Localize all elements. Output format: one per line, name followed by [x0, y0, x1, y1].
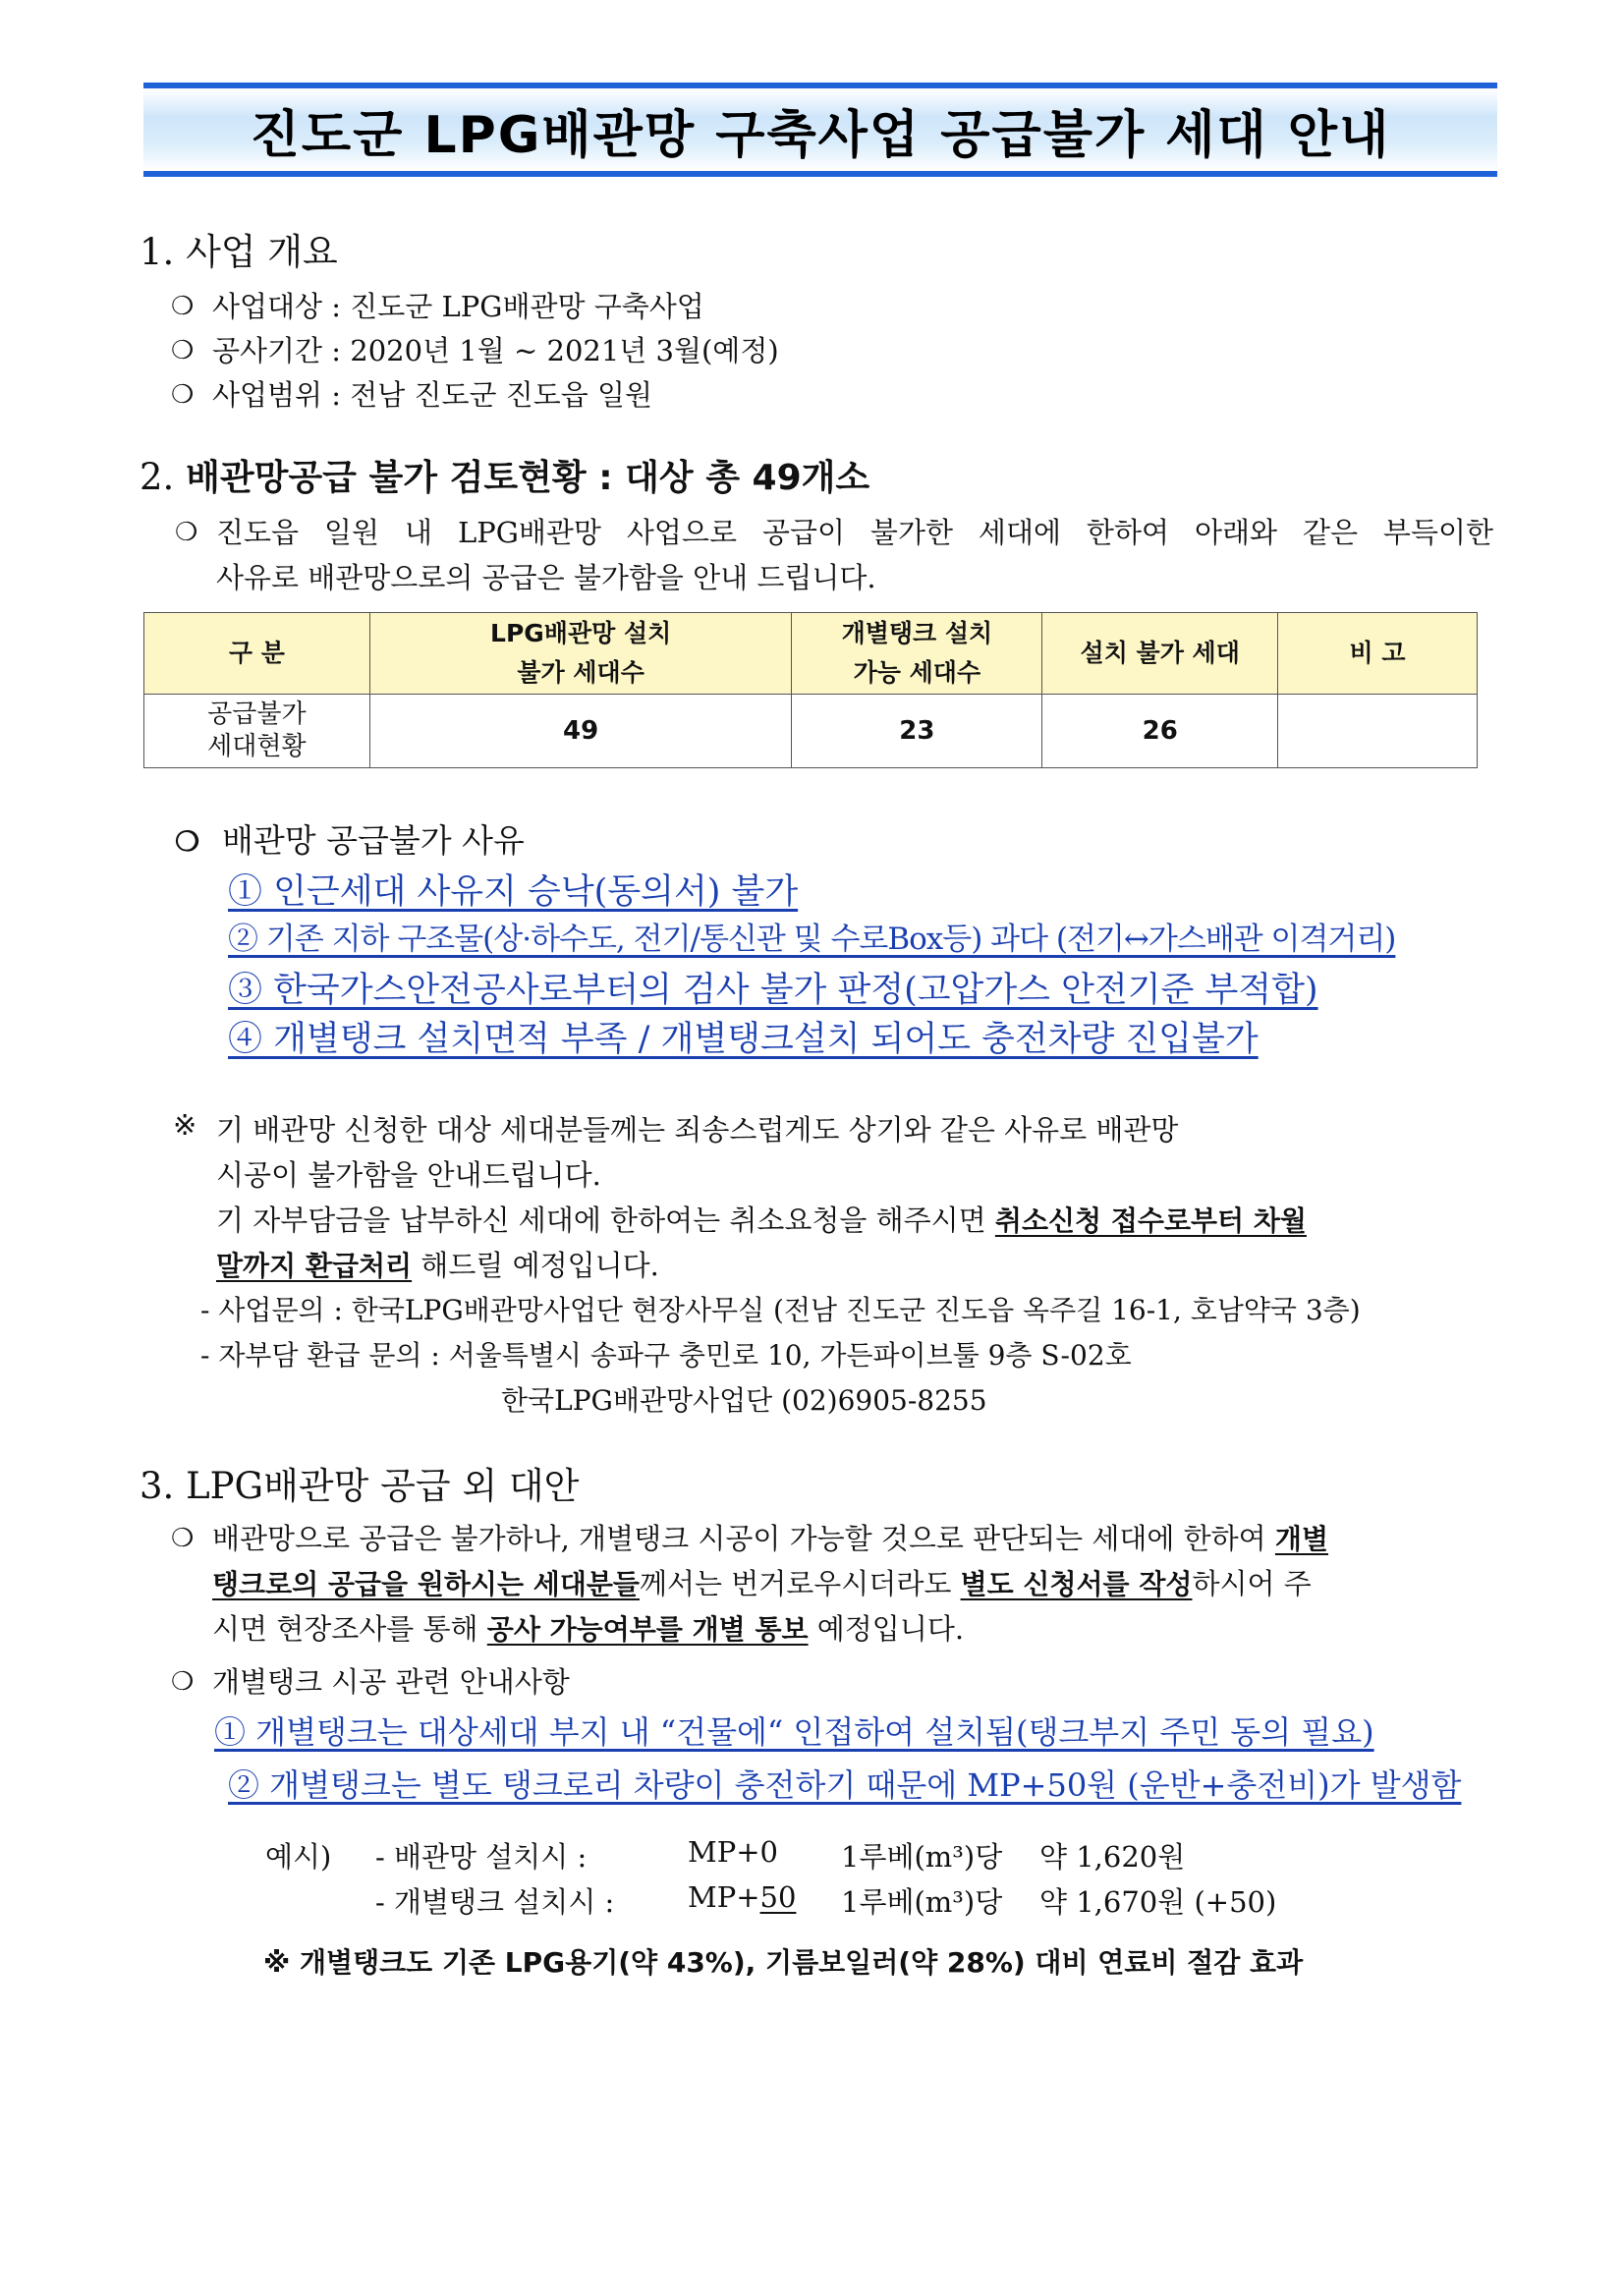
notice-line-4 — [216, 1244, 659, 1284]
table-row-label-line: 세대현황 — [207, 732, 307, 761]
notice-line-3 — [216, 1199, 1307, 1239]
table-row — [144, 695, 1478, 768]
notice-mark: ※ — [173, 1108, 197, 1142]
example-type: - 배관망 설치시 : — [375, 1840, 588, 1874]
table-header-cell — [792, 613, 1042, 695]
bullet-icon: ❍ — [171, 1524, 195, 1553]
example-unit: 1루베(m³)당 — [841, 1840, 1003, 1874]
contact-refund: - 자부담 환급 문의 : 서울특별시 송파구 충민로 10, 가든파이브툴 9층 S-02호 — [200, 1339, 1132, 1372]
bullet-icon: ❍ — [175, 518, 198, 547]
s3-para-text: 배관망으로 공급은 불가하나, 개별탱크 시공이 가능할 것으로 판단되는 세대에 한하여 — [212, 1522, 1275, 1555]
example-price-base: MP+ — [688, 1880, 760, 1914]
example-price — [688, 1835, 778, 1869]
section-3-heading: 3. LPG배관망 공급 외 대안 — [140, 1465, 580, 1507]
table-cell-not-installable-count: 26 — [1042, 695, 1278, 768]
table-header-cell — [369, 613, 792, 695]
example-total: 약 1,620원 — [1039, 1840, 1186, 1874]
reason-item-2: ② 기존 지하 구조물(상·하수도, 전기/통신관 및 수로Box등) 과다 (전기↔가스배관 이격거리) — [228, 922, 1396, 957]
reasons-heading: 배관망 공급불가 사유 — [222, 821, 525, 860]
table-header-cell: 구 분 — [144, 613, 370, 695]
contact-business: - 사업문의 : 한국LPG배관망사업단 현장사무실 (전남 진도군 진도읍 옥주길 16-1, 호남약국 3층) — [200, 1294, 1361, 1326]
table-header-cell: 설치 불가 세대 — [1042, 613, 1278, 695]
section-2-heading — [140, 450, 869, 500]
bullet-icon: ❍ — [171, 380, 195, 410]
notice-line-4-text: 해드릴 예정입니다. — [412, 1249, 659, 1282]
example-price-base: MP+0 — [688, 1835, 778, 1869]
example-price — [688, 1880, 796, 1914]
table-header-line: 불가 세대수 — [517, 658, 644, 687]
s3-highlight: 개별 — [1274, 1523, 1329, 1555]
s2-intro-line-2: 사유로 배관망으로의 공급은 불가함을 안내 드립니다. — [216, 561, 876, 594]
table-header-line: 개별탱크 설치 — [841, 619, 993, 647]
example-unit: 1루베(m³)당 — [841, 1885, 1003, 1919]
s1-item-scope: 사업범위 : 전남 진도군 진도읍 일원 — [212, 378, 653, 412]
table-header-line: 가능 세대수 — [853, 658, 981, 687]
s3-para-text: 하시어 주 — [1192, 1567, 1312, 1600]
supply-status-table — [143, 612, 1478, 768]
example-label: 예시) — [265, 1840, 332, 1874]
s3-para-text: 께서는 번거로우시더라도 — [639, 1567, 961, 1600]
section-2-number: 2. — [140, 456, 187, 498]
reason-item-4: ④ 개별탱크 설치면적 부족 / 개별탱크설치 되어도 충전차량 진입불가 — [228, 1020, 1259, 1059]
s1-item-period: 공사기간 : 2020년 1월 ~ 2021년 3월(예정) — [212, 334, 779, 367]
notice-line-1: 기 배관망 신청한 대상 세대분들께는 죄송스럽게도 상기와 같은 사유로 배관망 — [216, 1113, 1179, 1147]
tank-guide-2: ② 개별탱크는 별도 탱크로리 차량이 충전하기 때문에 MP+50원 (운반+충전비)가 발생함 — [228, 1766, 1462, 1804]
contact-refund-phone: 한국LPG배관망사업단 (02)6905-8255 — [501, 1384, 987, 1417]
s3-tank-guide-heading: 개별탱크 시공 관련 안내사항 — [212, 1665, 570, 1699]
table-header-row — [144, 613, 1478, 695]
section-1-heading: 1. 사업 개요 — [140, 231, 338, 273]
table-cell-unavailable-count: 49 — [369, 695, 792, 768]
s3-highlight: 탱크로의 공급을 원하시는 세대분들 — [212, 1568, 640, 1600]
s3-para-line-1 — [212, 1517, 1328, 1557]
savings-footnote: ※ 개별탱크도 기존 LPG용기(약 43%), 기름보일러(약 28%) 대비 연료비 절감 효과 — [263, 1946, 1304, 1979]
section-2-title: 배관망공급 불가 검토현황 : 대상 총 49개소 — [186, 458, 870, 498]
bullet-icon: ❍ — [171, 1667, 195, 1697]
s3-highlight: 별도 신청서를 작성 — [960, 1568, 1193, 1600]
title-banner — [143, 83, 1497, 177]
s3-para-line-2 — [212, 1562, 1312, 1602]
table-cell-remarks — [1278, 695, 1478, 768]
s2-intro-line-1: 진도읍 일원 내 LPG배관망 사업으로 공급이 불가한 세대에 한하여 아래와 같은 부득이한 — [216, 516, 1493, 549]
table-header-cell: 비 고 — [1278, 613, 1478, 695]
tank-guide-1: ① 개별탱크는 대상세대 부지 내 “건물에“ 인접하여 설치됨(탱크부지 주민 동의 필요) — [214, 1713, 1374, 1751]
reason-item-3: ③ 한국가스안전공사로부터의 검사 불가 판정(고압가스 안전기준 부적합) — [228, 971, 1318, 1010]
example-total: 약 1,670원 (+50) — [1039, 1885, 1277, 1919]
table-row-label-line: 공급불가 — [207, 700, 307, 729]
bullet-icon: ❍ — [175, 825, 200, 858]
s1-item-target: 사업대상 : 진도군 LPG배관망 구축사업 — [212, 290, 704, 323]
example-type: - 개별탱크 설치시 : — [375, 1885, 615, 1919]
table-row-label — [144, 695, 370, 768]
table-header-line: LPG배관망 설치 — [490, 619, 672, 647]
bullet-icon: ❍ — [171, 336, 195, 365]
reason-item-1: ① 인근세대 사유지 승낙(동의서) 불가 — [228, 872, 799, 912]
table-cell-tank-possible-count: 23 — [792, 695, 1042, 768]
s3-para-text: 예정입니다. — [808, 1612, 965, 1646]
s3-highlight: 공사 가능여부를 개별 통보 — [486, 1613, 809, 1646]
s3-para-line-3 — [212, 1607, 964, 1648]
notice-refund-highlight: 취소신청 접수로부터 차월 — [994, 1204, 1307, 1237]
notice-line-3-text: 기 자부담금을 납부하신 세대에 한하여는 취소요청을 해주시면 — [216, 1204, 995, 1237]
notice-refund-highlight-2: 말까지 환급처리 — [216, 1250, 413, 1282]
bullet-icon: ❍ — [171, 292, 195, 321]
page-title: 진도군 LPG배관망 구축사업 공급불가 세대 안내 — [250, 105, 1391, 165]
s3-para-text: 시면 현장조사를 통해 — [212, 1612, 487, 1646]
example-price-extra: 50 — [759, 1880, 797, 1914]
notice-line-2: 시공이 불가함을 안내드립니다. — [216, 1158, 601, 1192]
